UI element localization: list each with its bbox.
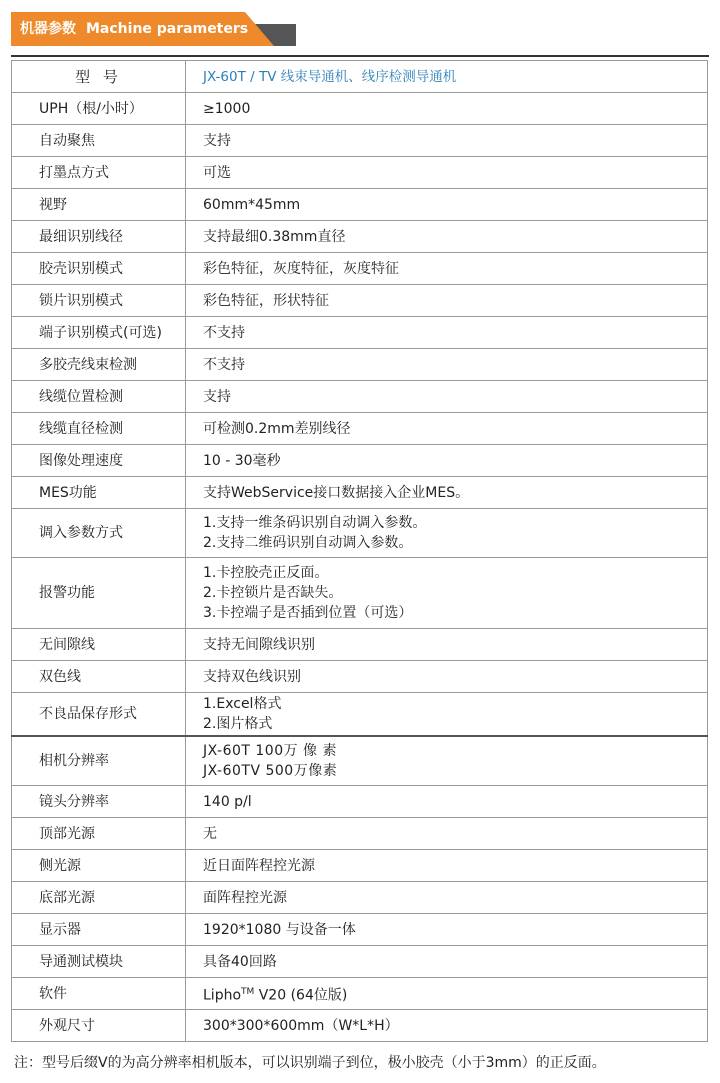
table-row: [12, 661, 708, 693]
param-label: 无间隙线: [12, 629, 186, 661]
table-row: [12, 381, 708, 413]
table-row: [12, 93, 708, 125]
param-label: 调入参数方式: [12, 509, 186, 558]
param-value: [186, 93, 708, 125]
param-value: [186, 914, 708, 946]
table-row: [12, 125, 708, 157]
value-line: 支持: [203, 132, 231, 149]
value-line: 10 - 30毫秒: [203, 452, 281, 469]
param-label: 锁片识别模式: [12, 285, 186, 317]
value-line: 300*300*600mm（W*L*H）: [203, 1017, 399, 1034]
model-label: 型 号: [12, 61, 186, 93]
value-line: 140 p/l: [203, 793, 252, 810]
trademark-mark: TM: [241, 986, 255, 997]
value-line: 2.卡控锁片是否缺失。: [203, 585, 343, 601]
param-label: 报警功能: [12, 558, 186, 629]
value-line: 无: [203, 825, 217, 842]
model-value: JX-60T / TV 线束导通机、线序检测导通机: [186, 61, 708, 93]
param-value: [186, 285, 708, 317]
param-value: [186, 978, 708, 1010]
value-line: 具备40回路: [203, 953, 277, 970]
section-header: [11, 12, 286, 46]
param-label: UPH（根/小时）: [12, 93, 186, 125]
table-row: [12, 914, 708, 946]
param-label: 相机分辨率: [12, 736, 186, 786]
table-row: [12, 509, 708, 558]
spec-table: [11, 60, 708, 1042]
param-value: [186, 661, 708, 693]
table-row: [12, 786, 708, 818]
param-value: [186, 736, 708, 786]
section-title-en: Machine parameters: [86, 21, 249, 37]
param-value: [186, 157, 708, 189]
value-line: V20 (64位版): [254, 987, 348, 1004]
value-line: Lipho: [203, 987, 242, 1004]
param-value: [186, 253, 708, 285]
param-value: [186, 509, 708, 558]
param-label: MES功能: [12, 477, 186, 509]
param-label: 镜头分辨率: [12, 786, 186, 818]
table-row: [12, 221, 708, 253]
param-label: 胶壳识别模式: [12, 253, 186, 285]
param-label: 打墨点方式: [12, 157, 186, 189]
param-label: 图像处理速度: [12, 445, 186, 477]
value-line: 1.卡控胶壳正反面。: [203, 565, 329, 581]
value-line: 支持: [203, 388, 231, 405]
table-row: [12, 978, 708, 1010]
value-line: ≥1000: [203, 100, 251, 117]
table-row: [12, 736, 708, 786]
param-label: 线缆直径检测: [12, 413, 186, 445]
param-label: 最细识别线径: [12, 221, 186, 253]
value-line: 1.支持一维条码识别自动调入参数。: [203, 515, 427, 531]
table-row: [12, 349, 708, 381]
param-label: 软件: [12, 978, 186, 1010]
param-value: [186, 693, 708, 737]
table-row: [12, 693, 708, 737]
param-value: [186, 317, 708, 349]
param-label: 端子识别模式(可选): [12, 317, 186, 349]
header-divider: [11, 55, 709, 57]
value-line: 支持最细0.38mm直径: [203, 228, 346, 245]
table-row: [12, 253, 708, 285]
param-value: [186, 629, 708, 661]
section-title-cn: 机器参数: [20, 21, 76, 37]
param-value: [186, 946, 708, 978]
table-row: [12, 445, 708, 477]
param-label: 底部光源: [12, 882, 186, 914]
value-line: JX-60T 100万 像 素: [203, 743, 338, 759]
param-value: [186, 221, 708, 253]
param-value: [186, 1010, 708, 1042]
param-value: [186, 189, 708, 221]
value-line: 支持WebService接口数据接入企业MES。: [203, 484, 470, 501]
param-value: [186, 850, 708, 882]
value-line: 不支持: [203, 324, 245, 341]
value-line: 支持无间隙线识别: [203, 636, 315, 653]
value-line: 彩色特征，灰度特征，灰度特征: [203, 260, 399, 277]
param-value: [186, 349, 708, 381]
param-value: [186, 558, 708, 629]
param-label: 视野: [12, 189, 186, 221]
table-row: [12, 477, 708, 509]
value-line: 3.卡控端子是否插到位置（可选）: [203, 605, 413, 621]
value-line: 1.Excel格式: [203, 696, 282, 712]
param-value: [186, 882, 708, 914]
table-row: [12, 850, 708, 882]
value-line: 2.图片格式: [203, 716, 273, 732]
value-line: 60mm*45mm: [203, 196, 301, 213]
value-line: 彩色特征，形状特征: [203, 292, 329, 309]
value-line: 面阵程控光源: [203, 889, 287, 906]
param-value: [186, 381, 708, 413]
table-row: [12, 317, 708, 349]
param-value: [186, 786, 708, 818]
table-row: [12, 285, 708, 317]
value-line: 不支持: [203, 356, 245, 373]
value-line: 支持双色线识别: [203, 668, 301, 685]
param-value: [186, 125, 708, 157]
table-row: [12, 629, 708, 661]
param-label: 线缆位置检测: [12, 381, 186, 413]
param-label: 不良品保存形式: [12, 693, 186, 737]
value-line: 可选: [203, 164, 231, 181]
table-row: [12, 157, 708, 189]
param-value: [186, 413, 708, 445]
param-label: 导通测试模块: [12, 946, 186, 978]
table-row: [12, 189, 708, 221]
param-value: [186, 445, 708, 477]
table-row: [12, 818, 708, 850]
value-line: 可检测0.2mm差别线径: [203, 420, 351, 437]
value-line: 2.支持二维码识别自动调入参数。: [203, 535, 413, 551]
param-value: [186, 818, 708, 850]
section-title: [20, 12, 248, 46]
value-line: 近日面阵程控光源: [203, 857, 315, 874]
footnote: 注：型号后缀V的为高分辨率相机版本，可以识别端子到位，极小胶壳（小于3mm）的正反面。: [14, 1055, 606, 1071]
table-row: [12, 1010, 708, 1042]
param-label: 自动聚焦: [12, 125, 186, 157]
value-line: 1920*1080 与设备一体: [203, 921, 356, 938]
table-row: [12, 882, 708, 914]
value-line: JX-60TV 500万像素: [203, 763, 338, 779]
param-label: 双色线: [12, 661, 186, 693]
table-row: [12, 413, 708, 445]
param-label: 侧光源: [12, 850, 186, 882]
param-label: 显示器: [12, 914, 186, 946]
table-header-row: [12, 61, 708, 93]
param-label: 顶部光源: [12, 818, 186, 850]
param-label: 外观尺寸: [12, 1010, 186, 1042]
param-value: [186, 477, 708, 509]
param-label: 多胶壳线束检测: [12, 349, 186, 381]
table-row: [12, 558, 708, 629]
table-row: [12, 946, 708, 978]
